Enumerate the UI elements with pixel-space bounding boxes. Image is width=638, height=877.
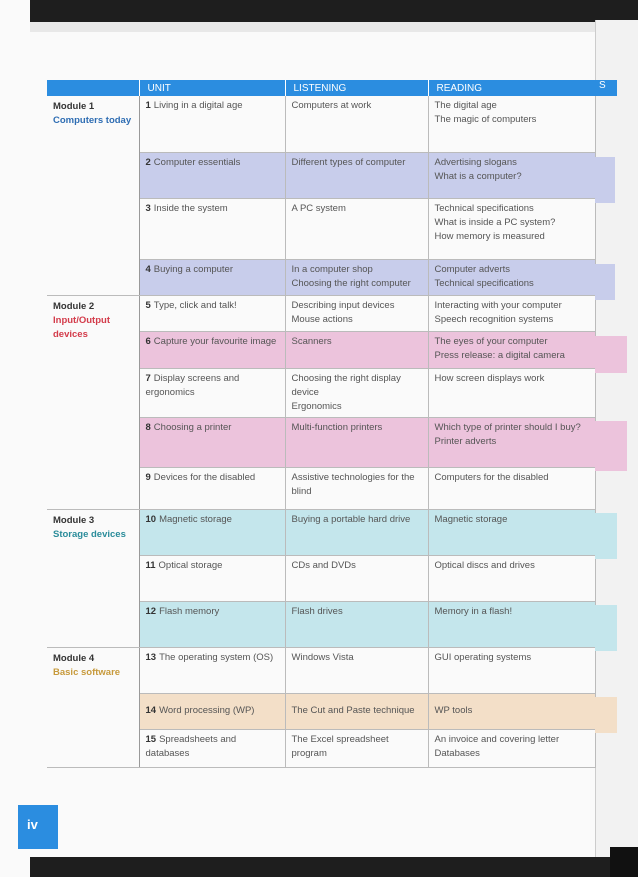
unit-cell: 13 The operating system (OS) [139,647,285,693]
top-shade [30,22,638,32]
reading-cell: An invoice and covering letter Databases [428,729,595,767]
next-column-band [595,605,617,651]
corner-shadow [610,847,638,877]
module-name: Module 1 [53,101,95,112]
listening-cell: Describing input devices Mouse actions [285,295,428,331]
table-row [47,509,595,555]
reading-cell: Which type of printer should I buy? Printer adverts [428,417,595,467]
reading-cell: Technical specifications What is inside a PC system? How memory is measured [428,198,595,259]
header-listening: LISTENING [285,80,428,96]
module-name: Module 2 [53,300,95,312]
contents-table [47,80,596,768]
unit-cell: 15 Spreadsheets and databases [139,729,285,767]
table-row [47,295,595,331]
next-column-band [595,157,615,203]
listening-cell: Computers at work [285,96,428,152]
reading-cell: The eyes of your computer Press release: a digital camera [428,331,595,368]
reading-cell: Memory in a flash! [428,601,595,647]
unit-cell: 11 Optical storage [139,555,285,601]
listening-cell: Multi-function printers [285,417,428,467]
reading-cell: The digital age The magic of computers [428,96,595,152]
module-name: Module 3 [53,514,95,526]
unit-cell: 3 Inside the system [139,198,285,259]
bottom-binding-bar [30,857,638,877]
unit-cell: 2 Computer essentials [139,152,285,198]
reading-cell: Computers for the disabled [428,467,595,509]
next-column-band [595,513,617,559]
unit-cell: 1 Living in a digital age [139,96,285,152]
module-name: Module 4 [53,652,95,664]
listening-cell: The Cut and Paste technique [285,693,428,729]
unit-cell: 6 Capture your favourite image [139,331,285,368]
reading-cell: Computer adverts Technical specifications [428,259,595,295]
module-cell [47,295,139,509]
module-title: Storage devices [53,528,126,540]
reading-cell: WP tools [428,693,595,729]
module-title: Basic software [53,666,121,678]
listening-cell: Buying a portable hard drive [285,509,428,555]
listening-cell: Different types of computer [285,152,428,198]
unit-cell: 9 Devices for the disabled [139,467,285,509]
reading-cell: Magnetic storage [428,509,595,555]
module-cell [47,509,139,647]
listening-cell: Flash drives [285,601,428,647]
listening-cell: Scanners [285,331,428,368]
listening-cell: The Excel spreadsheet program [285,729,428,767]
next-column-band [595,421,627,471]
reading-cell: How screen displays work [428,368,595,417]
next-column-band [595,336,627,373]
unit-cell: 7 Display screens and ergonomics [139,368,285,417]
listening-cell: Windows Vista [285,647,428,693]
next-column-band [595,697,617,733]
unit-cell: 4 Buying a computer [139,259,285,295]
unit-cell: 10 Magnetic storage [139,509,285,555]
table-row [47,96,595,152]
reading-cell: Optical discs and drives [428,555,595,601]
reading-cell: GUI operating systems [428,647,595,693]
page-number-box [18,805,58,849]
reading-cell: Interacting with your computer Speech recognition systems [428,295,595,331]
page-number: iv [27,817,38,832]
listening-cell: Assistive technologies for the blind [285,467,428,509]
unit-cell: 5 Type, click and talk! [139,295,285,331]
header-unit: UNIT [139,80,285,96]
next-column-header: S [595,80,617,96]
listening-cell: In a computer shop Choosing the right computer [285,259,428,295]
header-blank [47,80,139,96]
listening-cell: A PC system [285,198,428,259]
table-row [47,647,595,693]
listening-cell: CDs and DVDs [285,555,428,601]
header-reading: READING [428,80,595,96]
module-cell [47,647,139,767]
reading-cell: Advertising slogans What is a computer? [428,152,595,198]
table-header [47,80,595,96]
module-title: Computers today [53,115,132,126]
module-title: Input/Output devices [53,314,110,340]
unit-cell: 8 Choosing a printer [139,417,285,467]
next-column-band [595,264,615,300]
module-cell [47,96,139,295]
unit-cell: 12 Flash memory [139,601,285,647]
top-binding-bar [30,0,638,22]
unit-cell: 14 Word processing (WP) [139,693,285,729]
listening-cell: Choosing the right display device Ergonomics [285,368,428,417]
